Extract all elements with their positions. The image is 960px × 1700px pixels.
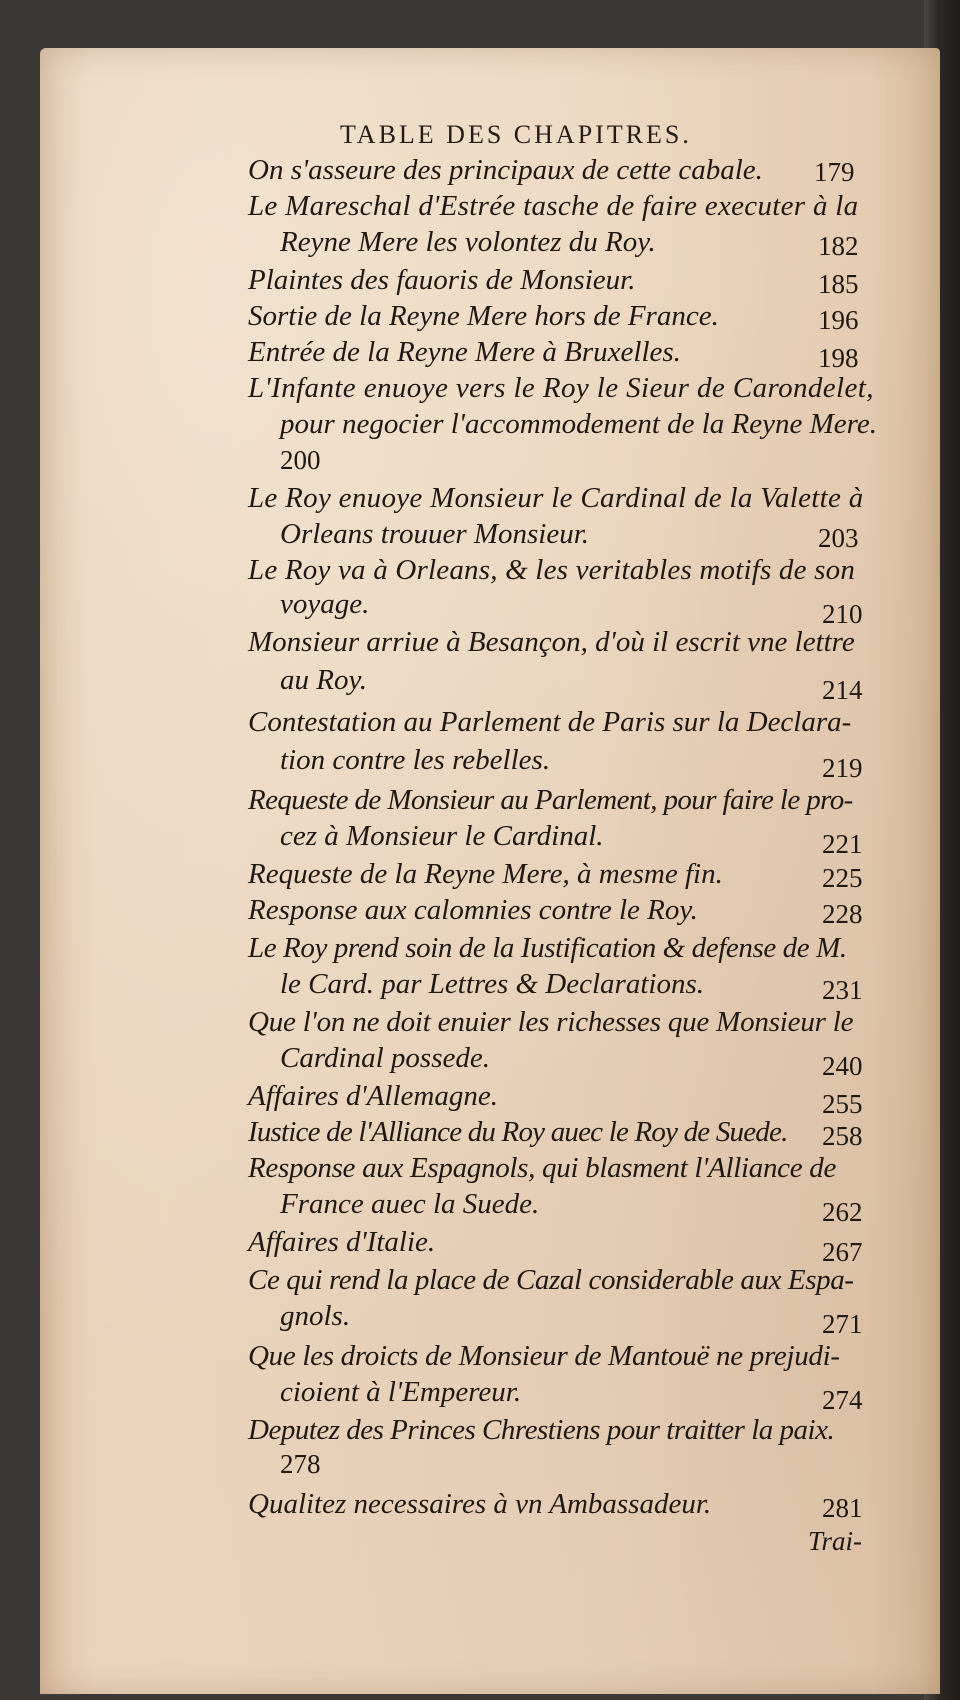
toc-page-number: 225 (822, 863, 863, 893)
toc-line: Monsieur arriue à Besançon, d'où il escrit vne lettre (248, 626, 855, 658)
catchword: Trai- (808, 1526, 863, 1556)
page-header: TABLE DES CHAPITRES. (340, 120, 692, 149)
toc-page-number: 240 (822, 1051, 863, 1081)
toc-line: tion contre les rebelles. (280, 744, 551, 776)
book-page (40, 48, 940, 1694)
toc-line: Le Roy prend soin de la Iustification & defense de M. (248, 932, 847, 964)
toc-line: Ce qui rend la place de Cazal considerable aux Espa- (248, 1264, 854, 1296)
toc-page-number: 185 (818, 269, 859, 299)
toc-line: Le Roy enuoye Monsieur le Cardinal de la Valette à (248, 482, 864, 514)
toc-line: Orleans trouuer Monsieur. (280, 518, 590, 550)
toc-page-number: 255 (822, 1089, 863, 1119)
toc-line: voyage. (280, 588, 370, 620)
toc-page-number: 214 (822, 675, 863, 705)
toc-page-number: 219 (822, 753, 863, 783)
toc-line: Le Mareschal d'Estrée tasche de faire executer à la (248, 190, 859, 222)
toc-page-number: 179 (814, 157, 855, 187)
toc-line: Plaintes des fauoris de Monsieur. (248, 264, 636, 296)
toc-page-number: 221 (822, 829, 863, 859)
toc-line: Le Roy va à Orleans, & les veritables motifs de son (248, 554, 856, 586)
toc-line: pour negocier l'accommodement de la Reyne Mere. (280, 408, 877, 440)
toc-page-number: 196 (818, 305, 859, 335)
toc-line: Response aux Espagnols, qui blasment l'Alliance de (248, 1152, 837, 1184)
toc-line: Qualitez necessaires à vn Ambassadeur. (248, 1488, 712, 1520)
toc-page-number: 258 (822, 1121, 863, 1151)
toc-page-number: 203 (818, 523, 859, 553)
toc-line: cez à Monsieur le Cardinal. (280, 820, 604, 852)
toc-page-number: 274 (822, 1385, 863, 1415)
toc-line: cioient à l'Empereur. (280, 1376, 522, 1408)
toc-page-number: 271 (822, 1309, 863, 1339)
toc-line: Entrée de la Reyne Mere à Bruxelles. (248, 336, 681, 368)
toc-line: Reyne Mere les volontez du Roy. (280, 226, 656, 258)
toc-page-number: 262 (822, 1197, 863, 1227)
toc-line: Cardinal possede. (280, 1042, 490, 1074)
toc-line: L'Infante enuoye vers le Roy le Sieur de Carondelet, (248, 372, 874, 404)
toc-line: Affaires d'Italie. (248, 1226, 436, 1258)
toc-line: Affaires d'Allemagne. (248, 1080, 498, 1112)
toc-line: au Roy. (280, 664, 367, 696)
toc-line: Sortie de la Reyne Mere hors de France. (248, 300, 719, 332)
toc-line: Que l'on ne doit enuier les richesses que Monsieur le (248, 1006, 854, 1038)
toc-page-number: 231 (822, 975, 863, 1005)
toc-page-number: 200 (280, 445, 321, 475)
toc-line: Requeste de Monsieur au Parlement, pour faire le pro- (248, 784, 853, 816)
toc-page-number: 210 (822, 599, 863, 629)
toc-line: Requeste de la Reyne Mere, à mesme fin. (248, 858, 723, 890)
toc-line: On s'asseure des principaux de cette cabale. (248, 154, 763, 186)
toc-line: gnols. (280, 1300, 351, 1332)
toc-page-number: 198 (818, 343, 859, 373)
toc-line: le Card. par Lettres & Declarations. (280, 968, 704, 1000)
toc-line: Response aux calomnies contre le Roy. (248, 894, 698, 926)
toc-page-number: 228 (822, 899, 863, 929)
toc-line: Deputez des Princes Chrestiens pour traitter la paix. (248, 1414, 835, 1446)
toc-line: Iustice de l'Alliance du Roy auec le Roy de Suede. (248, 1116, 788, 1148)
toc-line: Que les droicts de Monsieur de Mantouë ne prejudi- (248, 1340, 840, 1372)
toc-page-number: 182 (818, 231, 859, 261)
toc-line: France auec la Suede. (280, 1188, 540, 1220)
toc-line: Contestation au Parlement de Paris sur la Declara- (248, 706, 852, 738)
toc-page-number: 281 (822, 1493, 863, 1523)
toc-page-number: 267 (822, 1237, 863, 1267)
toc-page-number: 278 (280, 1449, 321, 1479)
